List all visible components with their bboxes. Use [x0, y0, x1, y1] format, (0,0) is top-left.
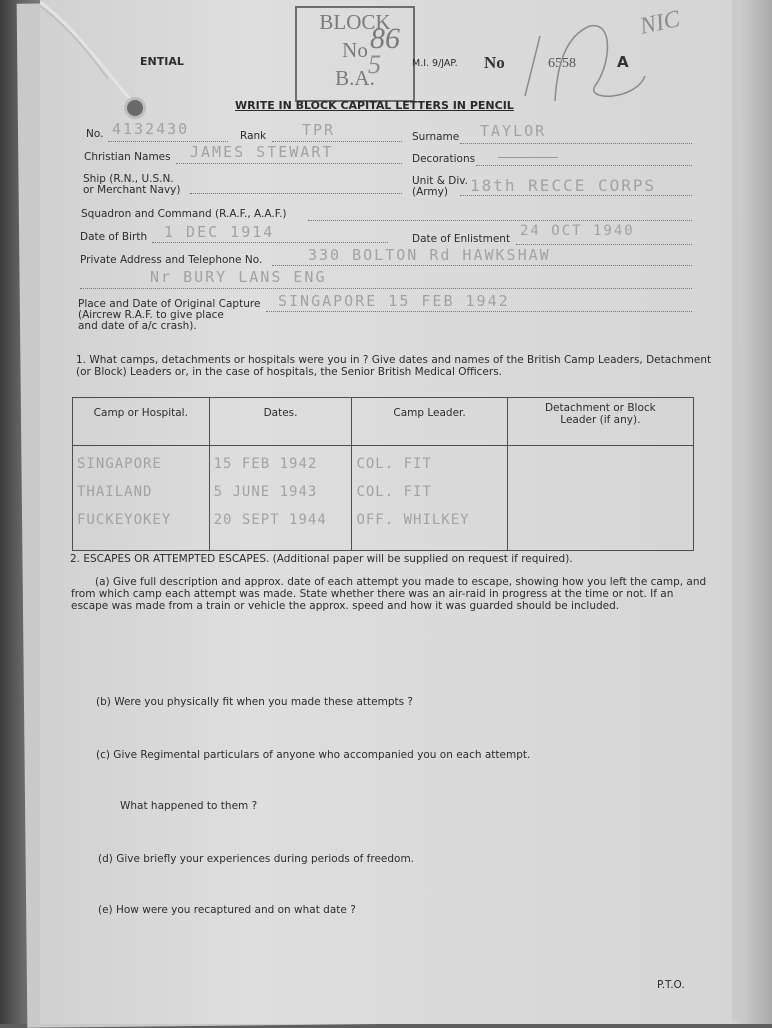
- question-2a-line-3: escape was made from a train or vehicle the approx. speed and how it was guarded should be included.: [71, 600, 620, 612]
- form-letter: A: [617, 53, 629, 71]
- header-camp-leader: Camp Leader.: [352, 398, 507, 446]
- header-dates: Dates.: [209, 398, 352, 446]
- capture-value: SINGAPORE 15 FEB 1942: [278, 292, 510, 310]
- capture-label-2: (Aircrew R.A.F. to give place: [78, 309, 224, 321]
- cell-dates: 15 FEB 1942 5 JUNE 1943 20 SEPT 1944: [209, 446, 352, 551]
- question-2d: (d) Give briefly your experiences during periods of freedom.: [98, 853, 415, 865]
- cell-camps: SINGAPORE THAILAND FUCKEYOKEY: [73, 446, 210, 551]
- surname-label: Surname: [412, 131, 460, 143]
- decorations-label: Decorations: [412, 153, 476, 165]
- unit-label-1: Unit & Div.: [412, 175, 468, 187]
- no-label: No.: [86, 128, 104, 140]
- surname-value: TAYLOR: [480, 122, 547, 140]
- rank-label: Rank: [240, 130, 267, 142]
- cell-detachment: [507, 446, 693, 551]
- question-2a-line-1: (a) Give full description and approx. date of each attempt you made to escape, showing how you left the camp, and: [95, 576, 707, 588]
- decorations-dash: [498, 157, 558, 158]
- enlistment-value: 24 OCT 1940: [520, 223, 635, 239]
- question-2a-line-2: from which camp each attempt was made. State whether there was an air-raid in progress at the time or not. If an: [71, 588, 674, 600]
- stamp-hand-number-2: 5: [368, 50, 381, 79]
- form-number: 6558: [548, 56, 576, 71]
- enlistment-label: Date of Enlistment: [412, 233, 511, 245]
- stamp-hand-number: 86: [370, 22, 400, 55]
- no-value: 4132430: [112, 120, 190, 138]
- camp-table-header-row: [73, 398, 694, 446]
- tag-hole: [124, 97, 146, 119]
- cell-leaders: COL. FIT COL. FIT OFF. WHILKEY: [352, 446, 507, 551]
- unit-label-2: (Army): [412, 186, 448, 198]
- question-2-heading: 2. ESCAPES OR ATTEMPTED ESCAPES. (Additional paper will be supplied on request if required).: [70, 553, 573, 565]
- dob-label: Date of Birth: [80, 231, 148, 243]
- camp-table-row: [73, 446, 694, 551]
- question-1-line-1: 1. What camps, detachments or hospitals were you in ? Give dates and names of the British Camp Leaders, Detachment: [76, 354, 712, 366]
- dob-value: 1 DEC 1914: [164, 223, 275, 241]
- form-title: WRITE IN BLOCK CAPITAL LETTERS IN PENCIL: [235, 99, 514, 112]
- question-2a: [71, 576, 706, 612]
- no-mark: No: [484, 53, 505, 72]
- capture-label-3: and date of a/c crash).: [78, 320, 197, 332]
- question-1-line-2: (or Block) Leaders or, in the case of hospitals, the Senior British Medical Officers.: [76, 366, 503, 378]
- stamp-line-ba: B.A.: [335, 66, 375, 90]
- christian-names-label: Christian Names: [84, 151, 171, 163]
- pto-label: P.T.O.: [657, 979, 685, 991]
- address-line-1: 330 BOLTON Rd HAWKSHAW: [308, 246, 551, 264]
- camp-table: [72, 397, 694, 551]
- question-1: [76, 354, 711, 378]
- address-label: Private Address and Telephone No.: [80, 254, 263, 266]
- ship-label: [83, 174, 180, 196]
- top-right-handwriting: NIC: [637, 6, 683, 40]
- form-page: [40, 0, 732, 1024]
- question-2b: (b) Were you physically fit when you made these attempts ?: [96, 696, 413, 708]
- capture-label: [78, 299, 260, 332]
- unit-value: 18th RECCE CORPS: [470, 176, 657, 195]
- ship-label-2: or Merchant Navy): [83, 184, 181, 196]
- ship-label-1: Ship (R.N., U.S.N.: [83, 173, 174, 185]
- header-detachment: Detachment or Block Leader (if any).: [507, 398, 693, 446]
- squadron-label: Squadron and Command (R.A.F., A.A.F.): [81, 208, 287, 220]
- christian-names-value: JAMES STEWART: [190, 143, 334, 161]
- header-camp: Camp or Hospital.: [73, 398, 210, 446]
- question-2c-followup: What happened to them ?: [120, 800, 258, 812]
- classification-label: ENTIAL: [140, 55, 184, 68]
- question-2c: (c) Give Regimental particulars of anyone who accompanied you on each attempt.: [96, 749, 531, 761]
- stamp-line-no: No: [342, 38, 368, 62]
- address-line-2: Nr BURY LANS ENG: [150, 268, 327, 286]
- rank-value: TPR: [302, 121, 336, 139]
- tag-string: [40, 0, 150, 110]
- capture-label-1: Place and Date of Original Capture: [78, 298, 261, 310]
- stamp-line-block: BLOCK: [319, 10, 391, 34]
- form-ref: M.I. 9/JAP.: [412, 58, 458, 69]
- question-2e: (e) How were you recaptured and on what date ?: [98, 904, 356, 916]
